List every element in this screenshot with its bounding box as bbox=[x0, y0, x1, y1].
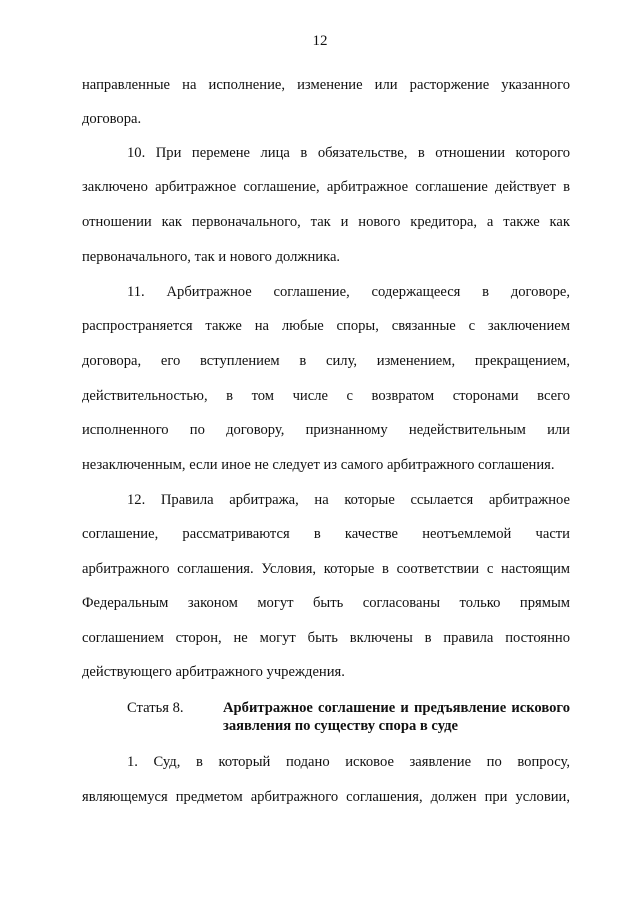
text-line: заключено арбитражное соглашение, арбитражное соглашение действует в bbox=[82, 179, 570, 195]
text-line: соглашение, рассматриваются в качестве неотъемлемой части bbox=[82, 526, 570, 542]
text-line: Федеральным законом могут быть согласованы только прямым bbox=[82, 595, 570, 611]
text-line: соглашением сторон, не могут быть включены в правила постоянно bbox=[82, 630, 570, 646]
text-line: направленные на исполнение, изменение или расторжение указанного bbox=[82, 77, 570, 93]
text-line: арбитражного соглашения. Условия, которые в соответствии с настоящим bbox=[82, 561, 570, 577]
text-line: являющемуся предметом арбитражного соглашения, должен при условии, bbox=[82, 789, 570, 805]
text-line: незаключенным, если иное не следует из самого арбитражного соглашения. bbox=[82, 457, 555, 473]
article-label: Статья 8. bbox=[127, 700, 184, 716]
text-line: отношении как первоначального, так и нового кредитора, а также как bbox=[82, 214, 570, 230]
text-line: распространяется также на любые споры, связанные с заключением bbox=[82, 318, 570, 334]
article-title-line1: Арбитражное соглашение и предъявление искового bbox=[223, 700, 570, 716]
text-line: договора. bbox=[82, 111, 142, 127]
text-line: действующего арбитражного учреждения. bbox=[82, 664, 345, 680]
paragraph-1-start: 1. Суд, в который подано исковое заявление по вопросу, bbox=[127, 754, 570, 770]
paragraph-11-start: 11. Арбитражное соглашение, содержащееся в договоре, bbox=[127, 284, 570, 300]
article-title-line2: заявления по существу спора в суде bbox=[223, 718, 458, 734]
text-line: первоначального, так и нового должника. bbox=[82, 249, 341, 265]
text-line: исполненного по договору, признанному недействительным или bbox=[82, 422, 570, 438]
page-number: 12 bbox=[312, 33, 328, 49]
text-line: договора, его вступлением в силу, изменением, прекращением, bbox=[82, 353, 570, 369]
paragraph-10-start: 10. При перемене лица в обязательстве, в отношении которого bbox=[127, 145, 570, 161]
paragraph-12-start: 12. Правила арбитража, на которые ссылается арбитражное bbox=[127, 492, 570, 508]
text-line: действительностью, в том числе с возвратом сторонами всего bbox=[82, 388, 570, 404]
